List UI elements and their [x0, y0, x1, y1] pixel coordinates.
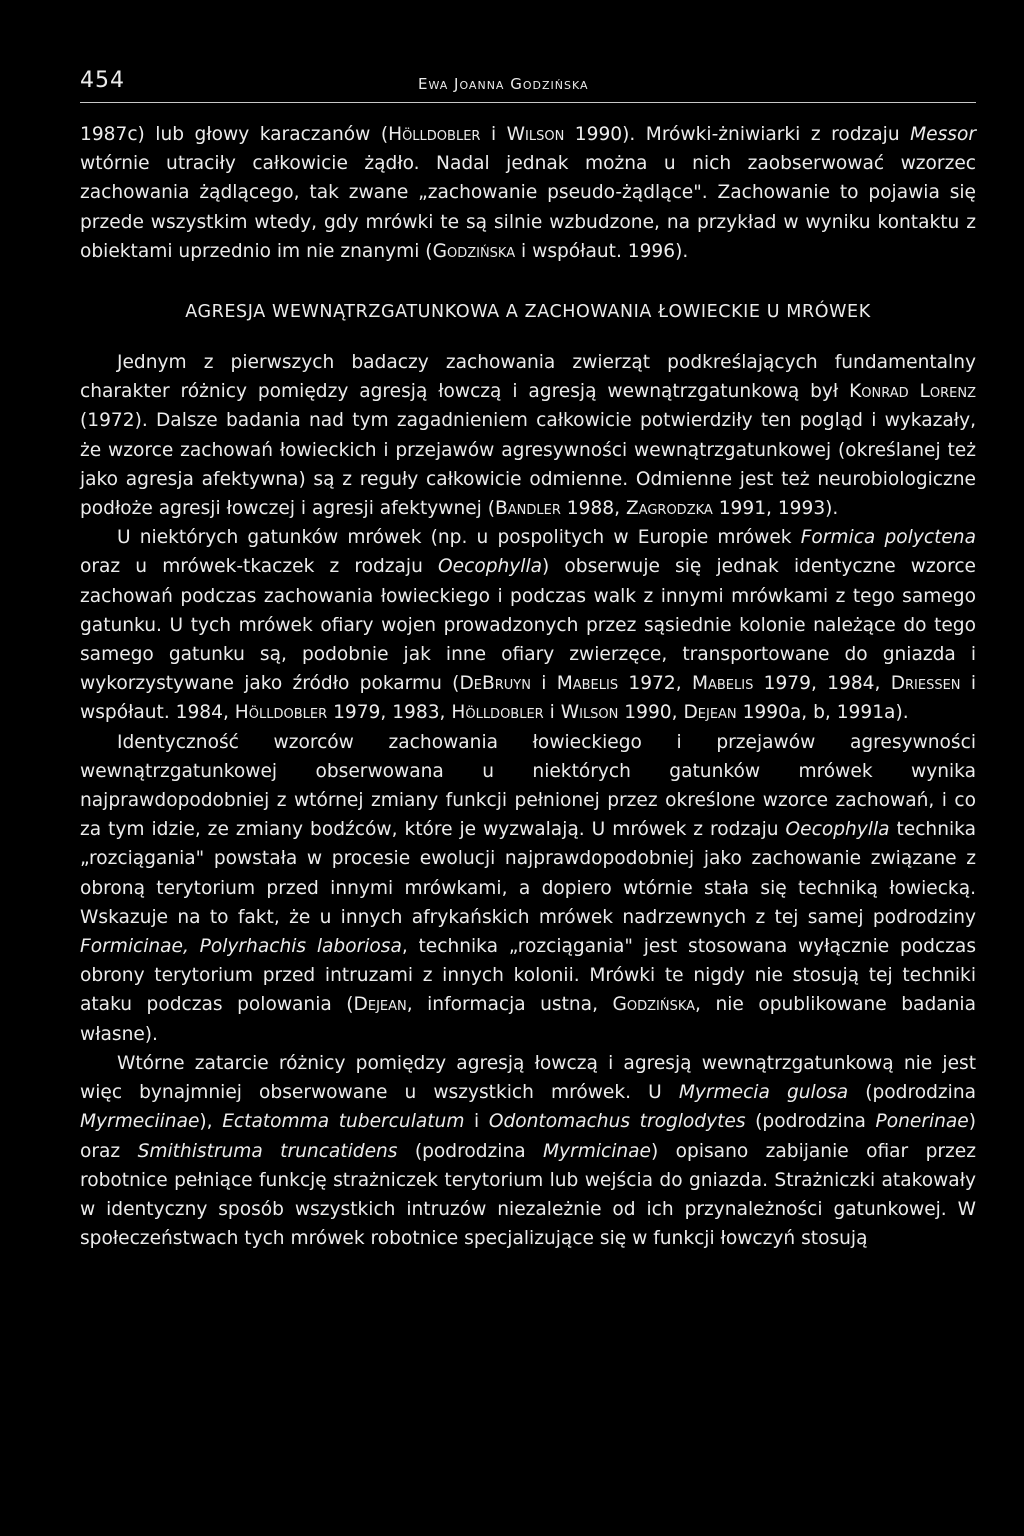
page-header [80, 68, 976, 103]
paragraph-4: Identyczność wzorców zachowania łowieckiego i przejawów agresywności wewnątrzgatunkowej obserwowana u niektórych gatunków mrówek wynika najprawdopodobniej z wtórnej zmiany funkcji pełnionej przez określone wzorce zachowań, i co za tym idzie, ze zmiany bodźców, które je wyzwalają. U mrówek z rodzaju Oecophylla technika „rozciągania" powstała w procesie ewolucji najprawdopodobniej jako zachowanie związane z obroną terytorium przed innymi mrówkami, a dopiero wtórnie stała się techniką łowiecką. Wskazuje na to fakt, że u innych afrykańskich mrówek nadrzewnych z tej samej podrodziny Formicinae, Polyrhachis laboriosa, technika „rozciągania" jest stosowana wyłącznie podczas obrony terytorium przed intruzami z innych kolonii. Mrówki te nigdy nie stosują tej techniki ataku podczas polowania (Dejean, informacja ustna, Godzińska, nie opublikowane badania własne). [80, 731, 977, 1045]
page-number: 454 [80, 68, 125, 93]
running-head-author: Ewa Joanna Godzińska [418, 75, 589, 93]
paragraph-3: U niektórych gatunków mrówek (np. u pospolitych w Europie mrówek Formica polyctena oraz u mrówek-tkaczek z rodzaju Oecophylla) obserwuje się jednak identyczne wzorce zachowań podczas zachowania łowieckiego i podczas walk z innymi mrówkami z tego samego gatunku. U tych mrówek ofiary wojen prowadzonych przez sąsiednie kolonie należące do tego samego gatunku są, podobnie jak inne ofiary zwierzęce, transportowane do gniazda i wykorzystywane jako źródło pokarmu (DeBruyn i Mabelis 1972, Mabelis 1979, 1984, Driessen i współaut. 1984, Hölldobler 1979, 1983, Hölldobler i Wilson 1990, Dejean 1990a, b, 1991a). [80, 527, 976, 724]
page-body [80, 120, 976, 1253]
paragraph-5: Wtórne zatarcie różnicy pomiędzy agresją łowczą i agresją wewnątrzgatunkową nie jest więc bynajmniej obserwowane u wszystkich mrówek. U Myrmecia gulosa (podrodzina Myrmeciinae), Ectatomma tuberculatum i Odontomachus troglodytes (podrodzina Ponerinae) oraz Smithistruma truncatidens (podrodzina Myrmicinae) opisano zabijanie ofiar przez robotnice pełniące funkcję strażniczek terytorium lub wejścia do gniazda. Strażniczki atakowały w identyczny sposób wszystkich intruzów niezależnie od ich przynależności gatunkowej. W społeczeństwach tych mrówek robotnice specjalizujące się w funkcji łowczyń stosują [80, 1052, 977, 1250]
paragraph-2: Jednym z pierwszych badaczy zachowania zwierząt podkreślających fundamentalny charakter różnicy pomiędzy agresją łowczą i agresją wewnątrzgatunkową był Konrad Lorenz (1972). Dalsze badania nad tym zagadnieniem całkowicie potwierdziły ten pogląd i wykazały, że wzorce zachowań łowieckich i przejawów agresywności wewnątrzgatunkowej (określanej też jako agresja afektywna) są z reguły całkowicie odmienne. Odmienne jest też neurobiologiczne podłoże agresji łowczej i agresji afektywnej (Bandler 1988, Zagrodzka 1991, 1993). [80, 352, 976, 520]
paragraph-1: 1987c) lub głowy karaczanów (Hölldobler i Wilson 1990). Mrówki-żniwiarki z rodzaju Messor wtórnie utraciły całkowicie żądło. Nadal jednak można u nich zaobserwować wzorzec zachowania żądlącego, tak zwane „zachowanie pseudo-żądlące". Zachowanie to pojawia się przede wszystkim wtedy, gdy mrówki te są silnie wzbudzone, na przykład w wyniku kontaktu z obiektami uprzednio im nie znanymi (Godzińska i współaut. 1996). [80, 124, 976, 262]
section-heading: AGRESJA WEWNĄTRZGATUNKOWA A ZACHOWANIA ŁOWIECKIE U MRÓWEK [185, 302, 871, 323]
